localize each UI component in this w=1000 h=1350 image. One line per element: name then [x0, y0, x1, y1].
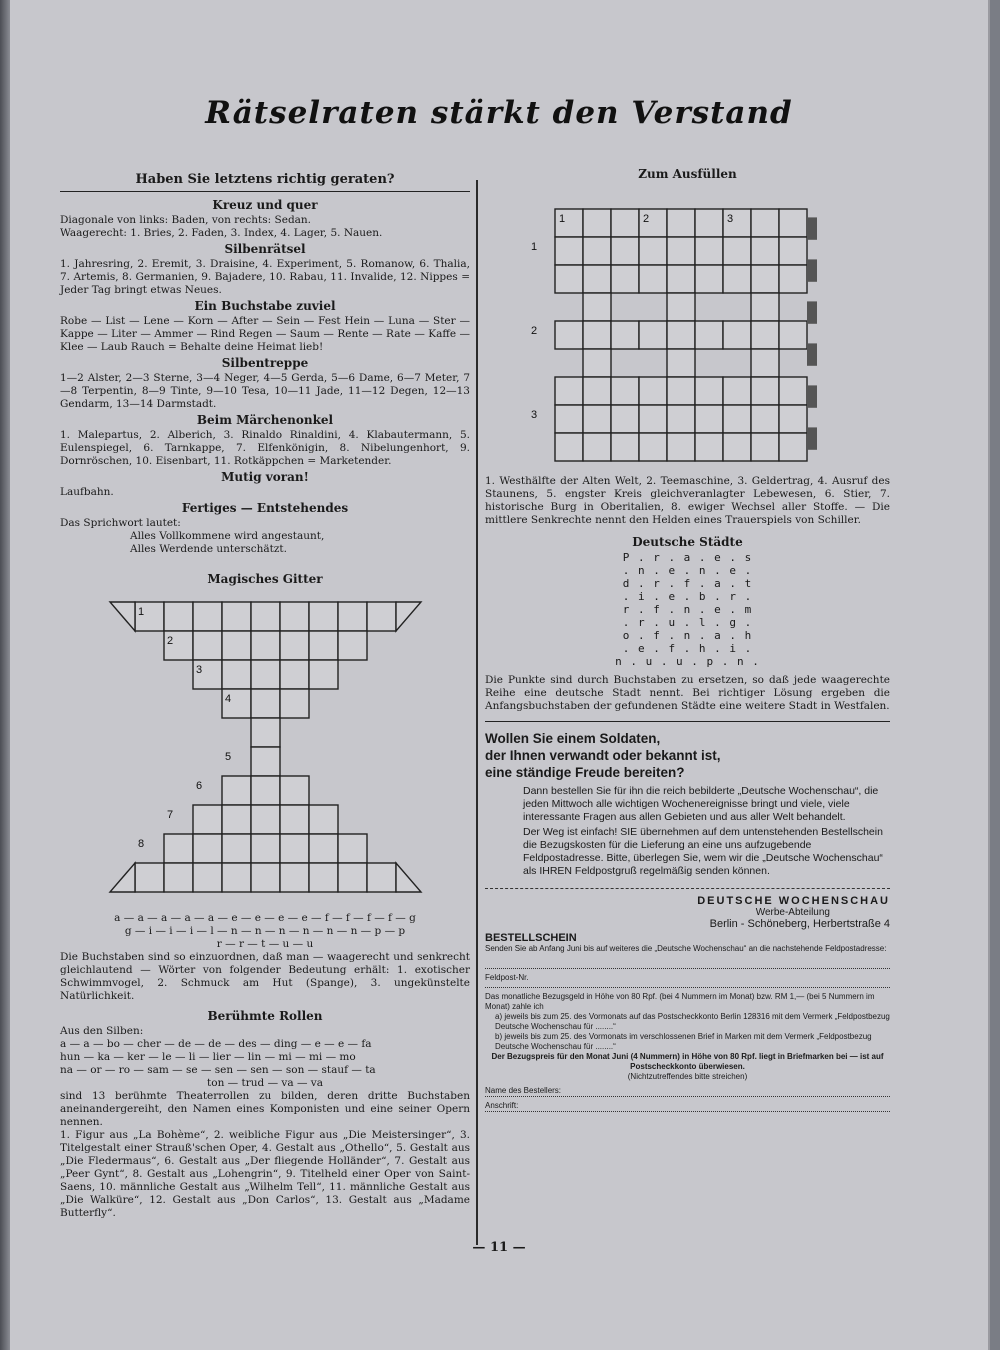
grid-cell [367, 863, 396, 892]
staedte-row: n . u . u . p . n . [615, 655, 760, 668]
grid-cell [280, 834, 309, 863]
gitter-letters: r — r — t — u — u [216, 938, 314, 950]
staedte-row: . r . u . l . g . [622, 616, 753, 629]
grid-cell [338, 631, 367, 660]
grid-cell [222, 805, 251, 834]
grid-cell [367, 602, 396, 631]
mutig-text: Laufbahn. [60, 486, 114, 498]
grid-cell [751, 265, 779, 293]
buchstabe-heading: Ein Buchstabe zuviel [194, 299, 336, 313]
rollen-syllables: ton — trud — va — va [207, 1077, 323, 1089]
grid-cell [751, 237, 779, 265]
grid-cell [751, 293, 779, 321]
rollen-list: 1. Figur aus „La Bohème“, 2. weibliche Figur aus „Die Meistersinger“, 3. Titelgestalt einer Strauß'schen Oper, 4. Gestalt aus „Othello“, 5. Gestalt aus „Die Fledermaus“, 6. Gestalt aus „Der fliegende Holländer“, 7. Gestalt aus „Peer Gynt“, 8. Gestalt aus „Lohengrin“, 9. Titelheld einer Oper von Saint-Saens, 10. männliche Gestalt aus „Wilhelm Tell“, 11. männliche Gestalt aus „Die Walküre“, 12. Gestalt aus „Don Carlos“, 13. Gestalt aus „Madame Butterfly“. [60, 1129, 470, 1219]
grid-shadow [807, 217, 817, 239]
grid-cell [164, 834, 193, 863]
grid-cell [779, 237, 807, 265]
grid-cell [639, 377, 667, 405]
grid-cell [280, 863, 309, 892]
grid-number: 1 [559, 213, 566, 225]
order-note: Der Bezugspreis für den Monat Juni (4 Nummern) in Höhe von 80 Rpf. liegt in Briefmarken bei — ist auf Postscheckkonto überwiesen. [491, 1052, 884, 1071]
grid-cell [555, 377, 583, 405]
grid-number: 1 [531, 241, 538, 253]
publisher-dept: Werbe-Abteilung [755, 907, 830, 918]
grid-cell [695, 265, 723, 293]
buchstabe-text: Robe — List — Lene — Korn — After — Sein — Fest Hein — Luna — Ster — Kappe — Liter — Ammer — Rind Regen — Saum — Rente — Rate — Kaffe — Klee — Laub Rauch = Behalte deine Heimat lieb! [60, 315, 470, 353]
grid-cell [309, 631, 338, 660]
grid-cell [309, 805, 338, 834]
staedte-text: Die Punkte sind durch Buchstaben zu ersetzen, so daß jede waagerechte Reihe eine deutsche Stadt nennt. Bei richtiger Lösung ergeben die Anfangsbuchstaben der gefundenen Städte eine weitere Stadt in Westfalen. [485, 674, 890, 712]
rollen-text: sind 13 berühmte Theaterrollen zu bilden, deren dritte Buchstaben aneinandergereiht, den Namen eines Komponisten und eine seiner Opern nennen. [60, 1090, 470, 1128]
grid-number: 1 [138, 606, 145, 618]
order-intro: Senden Sie ab Anfang Juni bis auf weiteres die „Deutsche Wochenschau“ an die nachstehende Feldpostadresse: [485, 944, 887, 953]
grid-cell [667, 209, 695, 237]
grid-cell [555, 433, 583, 461]
silben-text: 1. Jahresring, 2. Eremit, 3. Draisine, 4. Experiment, 5. Romanow, 6. Thalia, 7. Artemis, 8. Germanien, 9. Bajadere, 10. Rabau, 11. Invalide, 12. Nippes = Jeder Tag bringt etwas Neues. [60, 258, 470, 296]
grid-cell [639, 321, 667, 349]
staedte-row: P . r . a . e . s [622, 551, 753, 564]
proverb-line: Alles Werdende unterschätzt. [130, 543, 287, 555]
grid-cell [251, 718, 280, 747]
grid-number: 3 [727, 213, 734, 225]
gitter-letters: a — a — a — a — a — e — e — e — e — f — f — f — f — g [114, 912, 416, 924]
grid-cell [695, 237, 723, 265]
publisher-address: Berlin - Schöneberg, Herbertstraße 4 [709, 918, 890, 930]
grid-cell [280, 689, 309, 718]
grid-cell [779, 433, 807, 461]
gitter-heading: Magisches Gitter [207, 572, 323, 586]
grid-cell [338, 863, 367, 892]
ad-heading: Wollen Sie einem Soldaten, [485, 731, 661, 746]
right-column [485, 165, 890, 1112]
grid-cell [611, 405, 639, 433]
page-number: — 11 — [472, 1240, 526, 1255]
grid-cell [779, 405, 807, 433]
grid-cell [667, 293, 695, 321]
ausfuellen-text: 1. Westhälfte der Alten Welt, 2. Teemaschine, 3. Geldertrag, 4. Ausruf des Staunens, 5. engster Kreis gleichveranlagter Lebewesen, 6. Stier, 7. historische Burg in Oberitalien, 8. ewiger Wechsel aller Stoffe. — Die mittlere Senkrechte nennt den Helden eines Trauerspiels von Schiller. [485, 475, 890, 526]
grid-cell [667, 433, 695, 461]
grid-shadow [807, 301, 817, 323]
ad-body: Der Weg ist einfach! SIE übernehmen auf dem untenstehenden Bestellschein die Bezugskosten für die Lieferung an eine uns aufzugebende Feldpostadresse. Bitte, überlegen Sie, wem wir die „Deutsche Wochenschau“ als IHREN Feldpostgruß regelmäßig senden können. [523, 826, 883, 877]
mutig-heading: Mutig voran! [221, 470, 309, 484]
grid-cell [667, 349, 695, 377]
grid-cell [193, 834, 222, 863]
page-title: Rätselraten stärkt den Verstand [205, 95, 793, 131]
kreuz-heading: Kreuz und quer [212, 198, 318, 212]
grid-cell [667, 405, 695, 433]
grid-cell [251, 689, 280, 718]
grid-cell [695, 209, 723, 237]
order-strike-note: (Nichtzutreffendes bitte streichen) [627, 1072, 748, 1081]
grid-cell [667, 377, 695, 405]
grid-cell [222, 631, 251, 660]
grid-cell [723, 265, 751, 293]
grid-cell [751, 405, 779, 433]
address-line-field[interactable]: Anschrift: [485, 1101, 890, 1112]
grid-cell [751, 321, 779, 349]
grid-cell [695, 377, 723, 405]
grid-cell [555, 405, 583, 433]
binding-spine [0, 0, 10, 1350]
grid-edge [110, 602, 135, 631]
grid-cell [555, 265, 583, 293]
column-divider [476, 180, 478, 1245]
grid-cell [309, 834, 338, 863]
feldpost-field[interactable] [485, 983, 890, 988]
grid-cell [251, 776, 280, 805]
grid-shadow [807, 385, 817, 407]
grid-cell [695, 433, 723, 461]
grid-cell [695, 321, 723, 349]
staedte-row: r . f . n . e . m [622, 603, 753, 616]
grid-cell [280, 660, 309, 689]
ausfuellen-heading: Zum Ausfüllen [638, 167, 737, 181]
grid-cell [251, 834, 280, 863]
grid-cell [193, 602, 222, 631]
grid-cell [611, 321, 639, 349]
grid-number: 3 [196, 664, 203, 676]
grid-cell [280, 631, 309, 660]
grid-cell [723, 377, 751, 405]
feldpost-label: Feldpost-Nr. [485, 973, 529, 982]
grid-cell [667, 237, 695, 265]
grid-cell [611, 377, 639, 405]
order-option-a: a) jeweils bis zum 25. des Vormonats auf das Postscheckkonto Berlin 128316 mit dem Vermerk „Feldpostbezug Deutsche Wochenschau für ........“ [495, 1012, 890, 1031]
grid-cell [222, 660, 251, 689]
grid-cell [779, 321, 807, 349]
grid-cell [164, 602, 193, 631]
grid-cell [751, 433, 779, 461]
grid-cell [639, 237, 667, 265]
grid-cell [779, 377, 807, 405]
rollen-syllables: na — or — ro — sam — se — sen — sen — son — stauf — ta [60, 1064, 376, 1076]
grid-cell [723, 405, 751, 433]
grid-cell [667, 265, 695, 293]
rollen-intro: Aus den Silben: [60, 1025, 144, 1037]
grid-cell [611, 265, 639, 293]
grid-cell [280, 805, 309, 834]
grid-cell [338, 602, 367, 631]
grid-cell [251, 805, 280, 834]
grid-cell [583, 237, 611, 265]
grid-number: 7 [167, 809, 174, 821]
grid-cell [222, 776, 251, 805]
rollen-heading: Berühmte Rollen [207, 1009, 323, 1023]
grid-cell [751, 377, 779, 405]
magazine-page [10, 0, 990, 1350]
grid-cell [251, 863, 280, 892]
grid-cell [695, 405, 723, 433]
order-form [485, 888, 890, 1112]
rollen-syllables: a — a — bo — cher — de — de — des — ding — e — e — fa [60, 1038, 372, 1050]
grid-number: 5 [225, 751, 232, 763]
ad-heading: der Ihnen verwandt oder bekannt ist, [485, 748, 721, 763]
grid-number: 2 [643, 213, 650, 225]
grid-number: 2 [531, 325, 538, 337]
advertisement [485, 721, 890, 878]
grid-cell [280, 776, 309, 805]
ad-body: Dann bestellen Sie für ihn die reich bebilderte „Deutsche Wochenschau“, die jeden Mittwoch alle wichtigen Wochenereignisse bringt und viele, viele interessante Fragen aus allen Gebieten und aus aller Welt behandelt. [523, 785, 879, 823]
grid-cell [667, 321, 695, 349]
kreuz-line: Diagonale von links: Baden, von rechts: Sedan. [60, 214, 312, 226]
name-field[interactable]: Name des Bestellers: [485, 1086, 890, 1097]
rollen-syllables: hun — ka — ker — le — li — lier — lin — mi — mi — mo [60, 1051, 356, 1063]
grid-edge [110, 863, 135, 892]
grid-number: 2 [167, 635, 174, 647]
grid-cell [222, 834, 251, 863]
grid-cell [611, 433, 639, 461]
grid-cell [583, 293, 611, 321]
staedte-row: o . f . n . a . h [622, 629, 753, 642]
staedte-row: . i . e . b . r . [622, 590, 753, 603]
grid-cell [583, 265, 611, 293]
staedte-row: d . r . f . a . t [622, 577, 753, 590]
grid-cell [751, 209, 779, 237]
kreuz-line: Waagerecht: 1. Bries, 2. Faden, 3. Index, 4. Lager, 5. Nauen. [60, 227, 383, 239]
grid-cell [164, 863, 193, 892]
proverb-line: Alles Vollkommene wird angestaunt, [130, 530, 325, 542]
grid-cell [779, 265, 807, 293]
grid-cell [309, 863, 338, 892]
publisher-name: DEUTSCHE WOCHENSCHAU [697, 895, 890, 907]
grid-cell [723, 321, 751, 349]
grid-shadow [807, 343, 817, 365]
grid-cell [723, 433, 751, 461]
grid-cell [779, 209, 807, 237]
grid-cell [309, 602, 338, 631]
grid-cell [222, 602, 251, 631]
fertig-heading: Fertiges — Entstehendes [181, 501, 349, 515]
order-price: Das monatliche Bezugsgeld in Höhe von 80 Rpf. (bei 4 Nummern im Monat) bzw. RM 1,— (bei 5 Nummern im Monat) zahle ich [485, 992, 875, 1011]
maerchen-text: 1. Malepartus, 2. Alberich, 3. Rinaldo Rinaldini, 4. Klabautermann, 5. Eulenspiegel, 6. Tarnkappe, 7. Elfenkönigin, 8. Nibelungenhort, 9. Dornröschen, 10. Eisenbart, 11. Rotkäppchen = Marketender. [60, 429, 470, 467]
grid-cell [611, 209, 639, 237]
grid-number: 4 [225, 693, 232, 705]
grid-edge [396, 602, 421, 631]
grid-cell [135, 863, 164, 892]
grid-cell [751, 349, 779, 377]
fertig-intro: Das Sprichwort lautet: [60, 517, 181, 529]
grid-cell [583, 377, 611, 405]
grid-cell [555, 321, 583, 349]
grid-cell [309, 660, 338, 689]
order-heading: BESTELLSCHEIN [485, 932, 577, 944]
grid-cell [193, 805, 222, 834]
grid-cell [583, 349, 611, 377]
grid-cell [583, 209, 611, 237]
grid-cell [251, 747, 280, 776]
grid-cell [193, 631, 222, 660]
grid-cell [555, 237, 583, 265]
grid-cell [611, 237, 639, 265]
grid-cell [639, 405, 667, 433]
staedte-row: . n . e . n . e . [622, 564, 753, 577]
grid-cell [251, 631, 280, 660]
staedte-row: . e . f . h . i . [622, 642, 753, 655]
ad-heading: eine ständige Freude bereiten? [485, 765, 685, 780]
gitter-text: Die Buchstaben sind so einzuordnen, daß man — waagerecht und senkrecht gleichlautend — Wörter von folgender Bedeutung erhält: 1. exotischer Schwimmvogel, 2. Schmuck am Hut (Spange), 3. ungekünstelte Natürlichkeit. [60, 951, 470, 1002]
grid-cell [280, 602, 309, 631]
grid-cell [639, 265, 667, 293]
gitter-letters: g — i — i — i — l — n — n — n — n — n — n — p — p [124, 925, 406, 937]
staedte-heading: Deutsche Städte [632, 535, 743, 549]
grid-cell [723, 237, 751, 265]
answers-heading: Haben Sie letztens richtig geraten? [60, 172, 470, 192]
order-option-b: b) jeweils bis zum 25. des Vormonats im verschlossenen Brief in Marken mit dem Vermerk „Feldpostbezug Deutsche Wochenschau für ........“ [495, 1032, 872, 1051]
silben-heading: Silbenrätsel [224, 242, 306, 256]
maerchen-heading: Beim Märchenonkel [196, 413, 334, 427]
grid-cell [193, 863, 222, 892]
grid-cell [338, 834, 367, 863]
magic-grid-puzzle [60, 592, 470, 912]
grid-cell [583, 433, 611, 461]
grid-shadow [807, 259, 817, 281]
left-column [60, 170, 470, 1220]
grid-shadow [807, 427, 817, 449]
treppe-heading: Silbentreppe [221, 356, 309, 370]
fill-in-grid-puzzle [485, 187, 890, 467]
grid-number: 8 [138, 838, 145, 850]
grid-number: 6 [196, 780, 203, 792]
grid-cell [251, 660, 280, 689]
grid-number: 3 [531, 409, 538, 421]
address-field[interactable] [485, 954, 890, 969]
staedte-grid [485, 551, 890, 668]
treppe-text: 1—2 Alster, 2—3 Sterne, 3—4 Neger, 4—5 Gerda, 5—6 Dame, 6—7 Meter, 7—8 Terpentin, 8—9 Tinte, 9—10 Tesa, 10—11 Jade, 11—12 Degen, 12—13 Gendarm, 13—14 Darmstadt. [60, 372, 470, 410]
grid-cell [639, 433, 667, 461]
grid-cell [251, 602, 280, 631]
grid-edge [396, 863, 421, 892]
grid-cell [583, 321, 611, 349]
grid-cell [583, 405, 611, 433]
grid-cell [222, 863, 251, 892]
